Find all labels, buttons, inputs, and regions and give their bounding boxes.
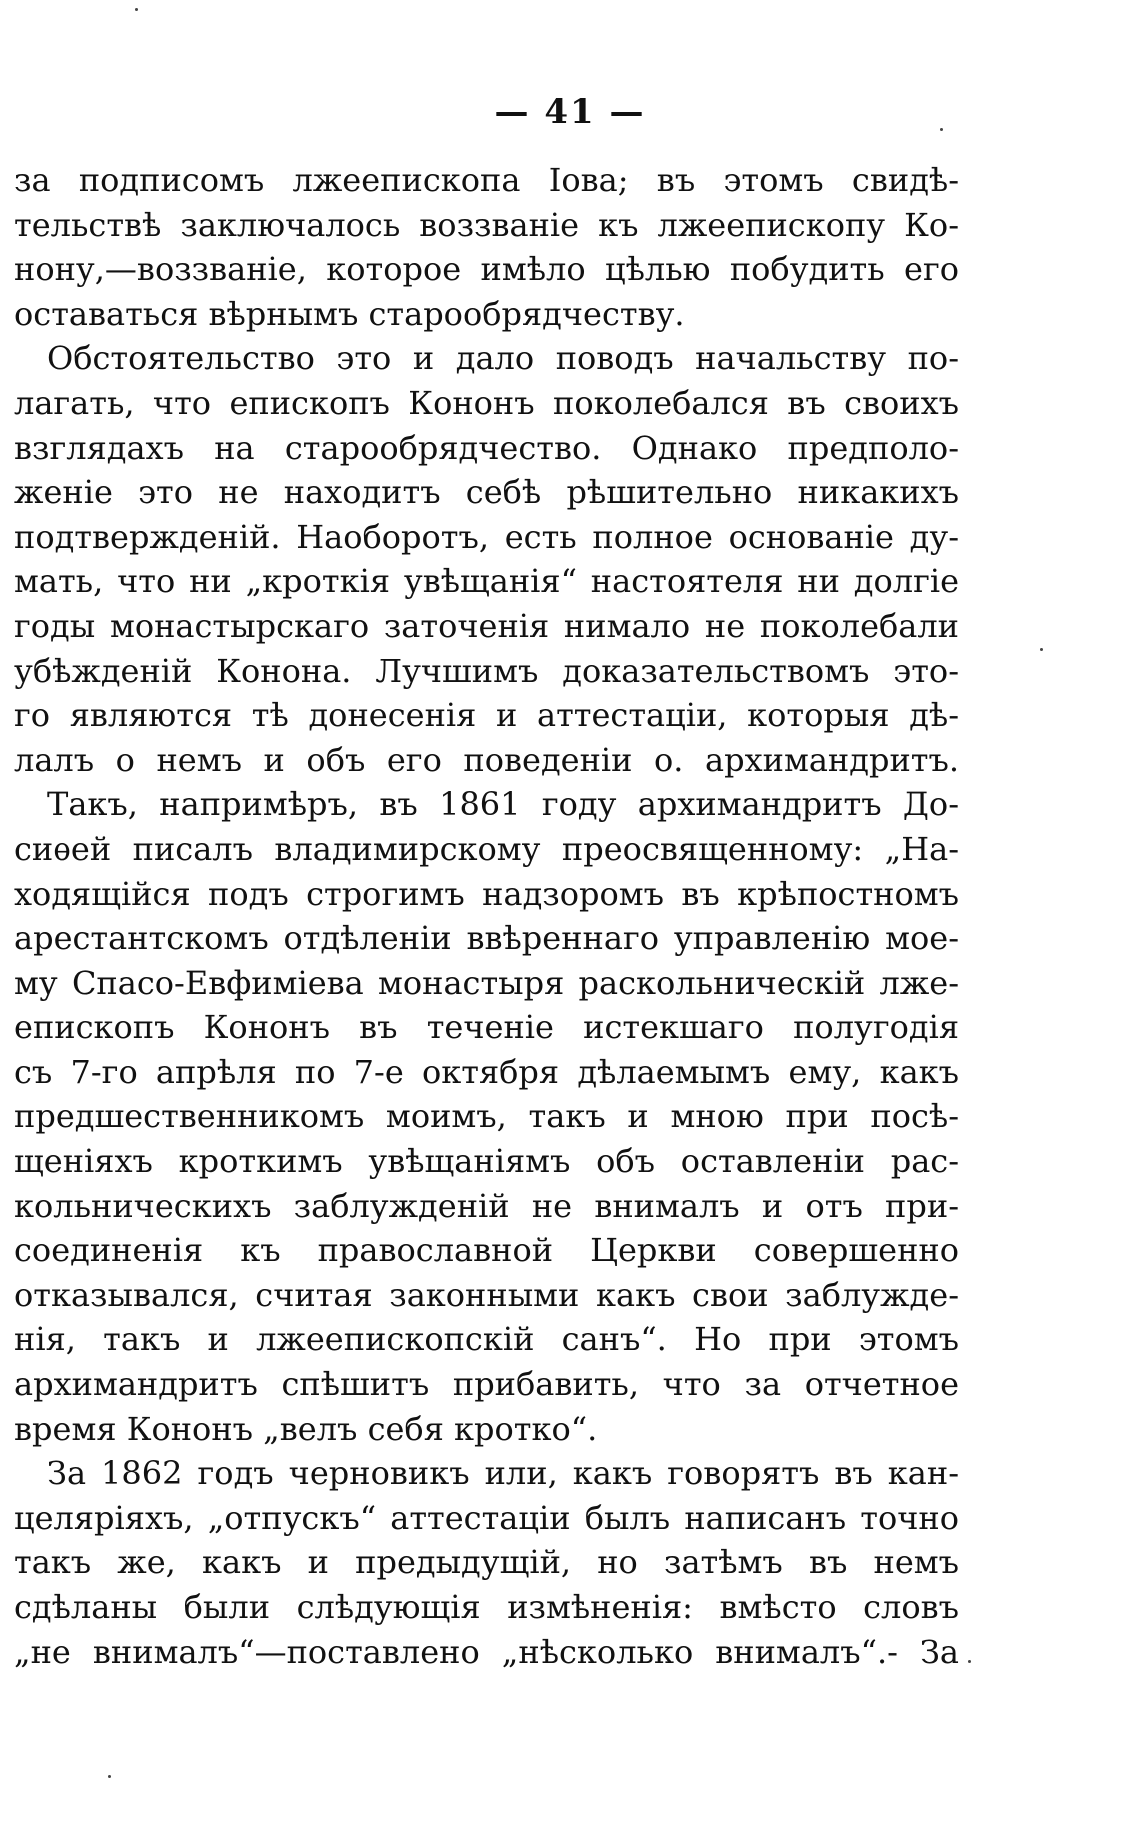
text-line: целяріяхъ, „отпускъ“ аттестаціи былъ написанъ точно bbox=[14, 1498, 959, 1537]
text-line: мать, что ни „кроткія увѣщанія“ настоятеля ни долгіе bbox=[14, 562, 959, 601]
text-line: нія, такъ и лжеепископскій санъ“. Но при этомъ bbox=[14, 1320, 959, 1359]
text-line: женіе это не находитъ себѣ рѣшительно никакихъ bbox=[14, 473, 959, 512]
scan-speck bbox=[968, 1660, 971, 1663]
text-line: такъ же, какъ и предыдущій, но затѣмъ въ немъ bbox=[14, 1543, 959, 1582]
text-line: кольническихъ заблужденій не внималъ и отъ при- bbox=[14, 1186, 959, 1225]
text-line: убѣжденій Конона. Лучшимъ доказательствомъ это- bbox=[14, 651, 959, 690]
text-line: го являются тѣ донесенія и аттестаціи, которыя дѣ- bbox=[14, 696, 959, 735]
text-line: лагать, что епископъ Кононъ поколебался въ своихъ bbox=[14, 383, 959, 422]
text-line: архимандритъ спѣшитъ прибавить, что за отчетное bbox=[14, 1365, 959, 1404]
text-line: му Спасо-Евфиміева монастыря раскольническій лже- bbox=[14, 963, 959, 1002]
text-line: сиѳей писалъ владимирскому преосвященному: „На- bbox=[14, 829, 959, 868]
text-line: оставаться вѣрнымъ старообрядчеству. bbox=[14, 294, 685, 333]
text-line: ходящійся подъ строгимъ надзоромъ въ крѣпостномъ bbox=[14, 874, 959, 913]
text-line: „не внималъ“—поставлено „нѣсколько внималъ“.- За bbox=[14, 1632, 959, 1671]
text-line: съ 7-го апрѣля по 7-е октября дѣлаемымъ ему, какъ bbox=[14, 1052, 959, 1091]
text-line: тельствѣ заключалось воззваніе къ лжеепископу Ко- bbox=[14, 205, 959, 244]
page-number: — 41 — bbox=[494, 92, 646, 132]
text-line: Обстоятельство это и дало поводъ начальству по- bbox=[47, 339, 959, 378]
body-text bbox=[14, 158, 959, 1674]
scan-speck bbox=[940, 128, 943, 131]
text-line: сдѣланы были слѣдующія измѣненія: вмѣсто словъ bbox=[14, 1588, 959, 1626]
text-line: подтвержденій. Наоборотъ, есть полное основаніе ду- bbox=[14, 517, 959, 556]
text-line: Такъ, напримѣръ, въ 1861 году архимандритъ До- bbox=[47, 785, 959, 824]
text-line: время Кононъ „велъ себя кротко“. bbox=[14, 1409, 598, 1448]
text-line: арестантскомъ отдѣленіи ввѣреннаго управленію мое- bbox=[14, 919, 959, 958]
text-line: щеніяхъ кроткимъ увѣщаніямъ объ оставленіи рас- bbox=[14, 1142, 959, 1181]
scan-speck bbox=[135, 8, 138, 11]
text-line: взглядахъ на старообрядчество. Однако предполо- bbox=[14, 428, 959, 467]
text-line: отказывался, считая законными какъ свои заблужде- bbox=[14, 1275, 959, 1314]
text-line: нону,—воззваніе, которое имѣло цѣлью побудить его bbox=[14, 250, 959, 289]
text-line: предшественникомъ моимъ, такъ и мною при посѣ- bbox=[14, 1097, 959, 1136]
text-line: соединенія къ православной Церкви совершенно bbox=[14, 1231, 959, 1270]
text-line: лалъ о немъ и объ его поведеніи о. архимандритъ. bbox=[14, 740, 959, 779]
text-line: за подписомъ лжеепископа Іова; въ этомъ свидѣ- bbox=[14, 161, 959, 199]
text-line: За 1862 годъ черновикъ или, какъ говорятъ въ кан- bbox=[47, 1454, 959, 1493]
scan-speck bbox=[1040, 648, 1043, 651]
scan-speck bbox=[108, 1775, 111, 1778]
text-line: епископъ Кононъ въ теченіе истекшаго полугодія bbox=[14, 1008, 959, 1047]
text-line: годы монастырскаго заточенія нимало не поколебали bbox=[14, 606, 959, 645]
